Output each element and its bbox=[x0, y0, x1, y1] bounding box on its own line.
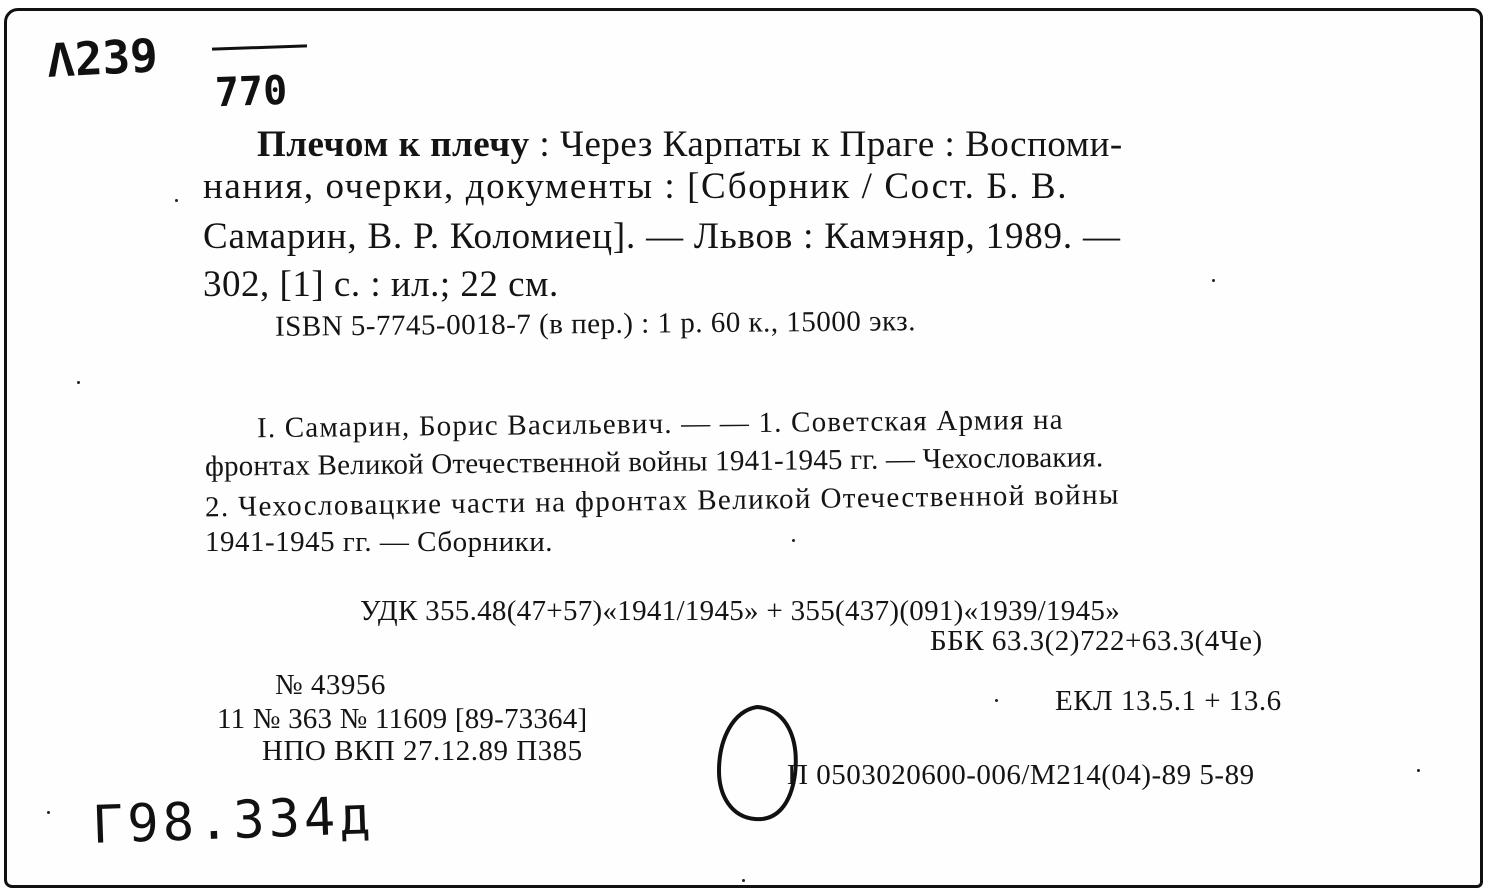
order-number: 11 № 363 № 11609 [89-73364] bbox=[217, 703, 588, 735]
title-line-1 bbox=[257, 121, 1123, 169]
handwritten-bottom-code: Г98.334д bbox=[91, 786, 376, 856]
scan-speck bbox=[175, 199, 178, 202]
scan-speck bbox=[742, 879, 745, 882]
hand-drawn-oval bbox=[707, 699, 807, 829]
subject-line-3: 2. Чехословацкие части на фронтах Великой Отечественной войны bbox=[204, 478, 1120, 524]
subject-line-2: фронтах Великой Отечественной войны 1941-1945 гг. — Чехословакия. bbox=[204, 441, 1104, 483]
subject-line-4: 1941-1945 гг. — Сборники. bbox=[205, 526, 554, 558]
description-line-2: нания, очерки, документы : [Сборник / Сост. Б. В. bbox=[203, 166, 1069, 207]
card-number: № 43956 bbox=[275, 669, 386, 701]
catalog-card bbox=[4, 8, 1483, 888]
description-line-3: Самарин, В. Р. Коломиец]. — Львов : Камэняр, 1989. — bbox=[203, 216, 1121, 257]
udk-index: УДК 355.48(47+57)«1941/1945» + 355(437)(091)«1939/1945» bbox=[360, 595, 1120, 627]
scan-speck bbox=[1212, 279, 1215, 282]
book-title: Плечом к плечу bbox=[257, 124, 530, 165]
scan-speck bbox=[47, 811, 50, 814]
handwritten-overline bbox=[212, 44, 307, 50]
isbn-line: ISBN 5-7745-0018-7 (в пер.) : 1 р. 60 к., 15000 экз. bbox=[274, 305, 917, 343]
npo-vkp-line: НПО ВКП 27.12.89 П385 bbox=[262, 735, 583, 767]
scan-speck bbox=[792, 539, 795, 542]
description-line-4: 302, [1] с. : ил.; 22 см. bbox=[203, 264, 559, 305]
handwritten-shelf-code: Λ239 bbox=[45, 28, 160, 88]
publication-code: П 0503020600-006/М214(04)-89 5-89 bbox=[787, 759, 1255, 791]
subject-line-1: I. Самарин, Борис Васильевич. — — 1. Советская Армия на bbox=[256, 403, 1064, 445]
scan-speck bbox=[77, 381, 80, 384]
scan-speck bbox=[995, 699, 998, 702]
title-continuation: : Через Карпаты к Праге : Воспоми- bbox=[539, 124, 1123, 165]
bbk-index: ББК 63.3(2)722+63.3(4Че) bbox=[930, 625, 1263, 657]
handwritten-sub-code: 770 bbox=[214, 67, 289, 117]
ekl-index: ЕКЛ 13.5.1 + 13.6 bbox=[1055, 685, 1282, 717]
scan-speck bbox=[1417, 769, 1420, 772]
